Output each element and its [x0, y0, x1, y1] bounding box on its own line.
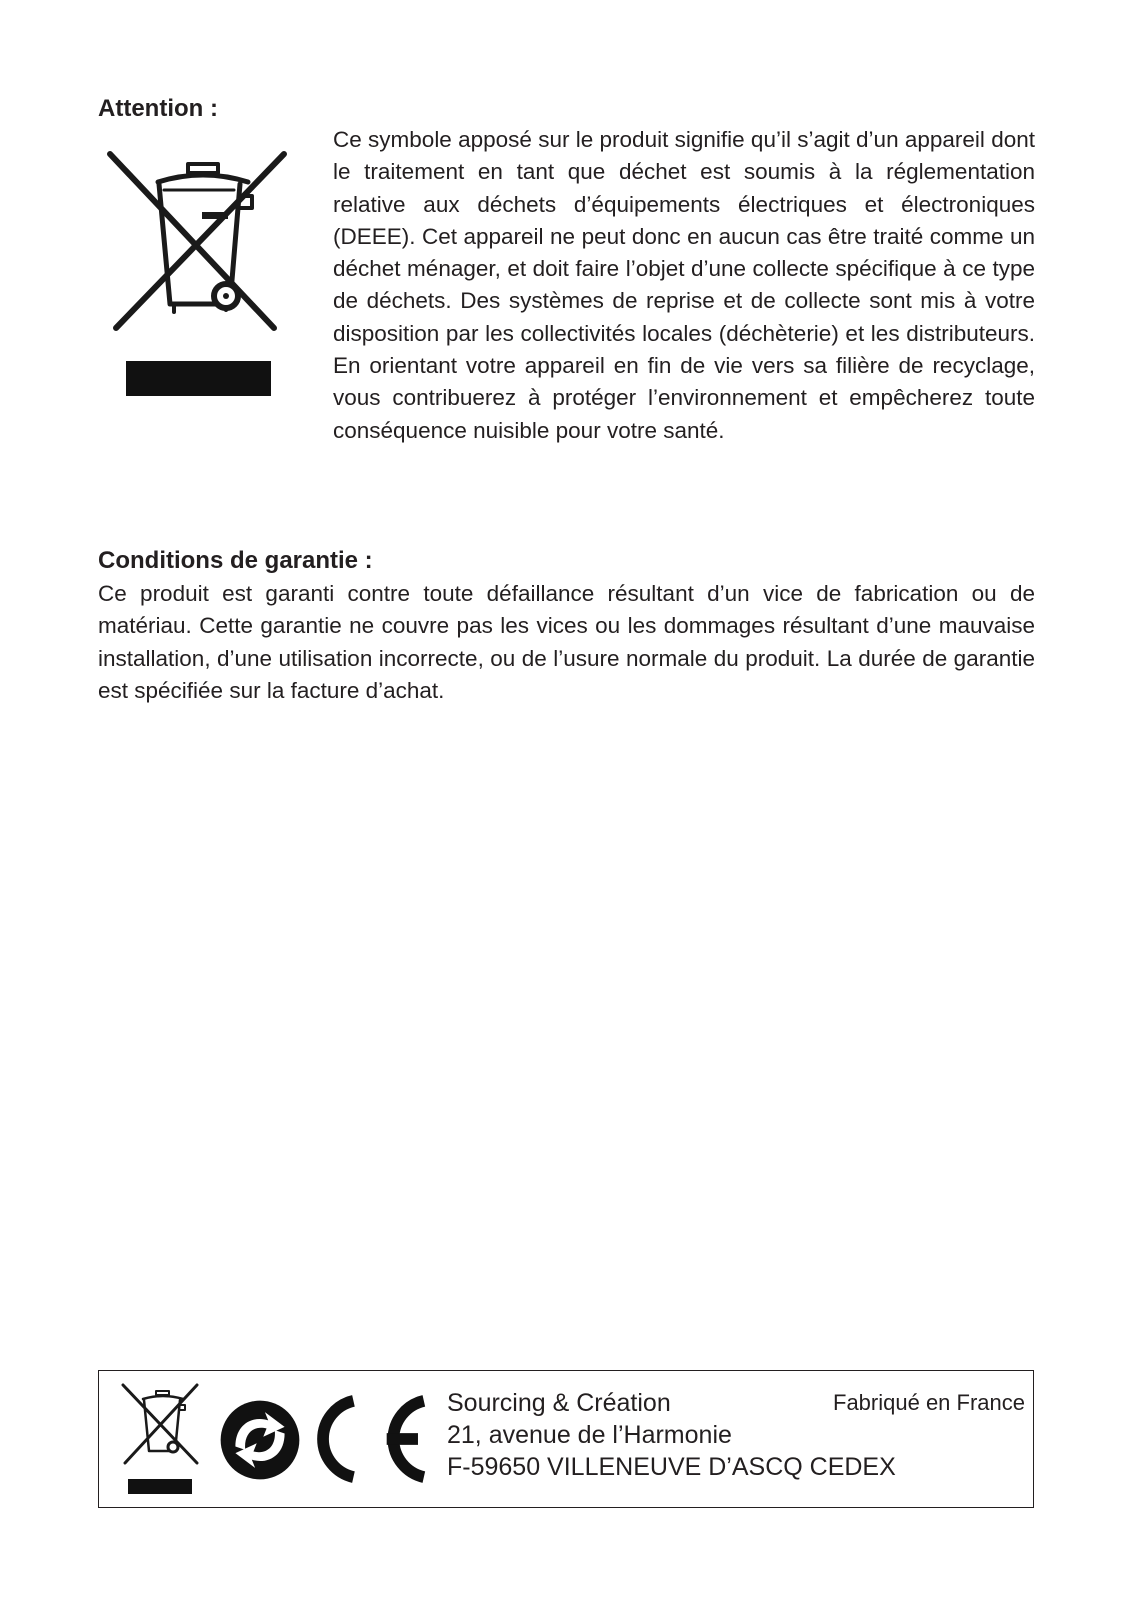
crossed-out-wheelie-bin-icon [102, 146, 292, 418]
made-in-label: Fabriqué en France [833, 1390, 1025, 1415]
ce-mark [314, 1395, 432, 1483]
company-city: F-59650 VILLENEUVE D’ASCQ CEDEX [447, 1453, 896, 1481]
crossed-out-wheelie-bin-icon [121, 1383, 201, 1497]
company-name: Sourcing & Création [447, 1389, 671, 1417]
green-dot-icon [219, 1399, 301, 1481]
company-street: 21, avenue de l’Harmonie [447, 1421, 732, 1449]
warranty-paragraph: Ce produit est garanti contre toute défaillance résultant d’un vice de fabrication ou de matériau. Cette garantie ne couvre pas les vices ou les dommages résultant d’une mauvaise installation, d’une utilisation incorrecte, ou de l’usure normale du produit. La durée de garantie est spécifiée sur la facture d’achat. [98, 581, 1035, 703]
attention-heading: Attention : [98, 95, 218, 122]
warranty-heading: Conditions de garantie : [98, 547, 373, 574]
attention-paragraph: Ce symbole apposé sur le produit signifie qu’il s’agit d’un appareil dont le traitement en tant que déchet est soumis à la réglementation relative aux déchets d’équipements électriques et électroniques (DEEE). Cet appareil ne peut donc en aucun cas être traité comme un déchet ménager, et doit faire l’objet d’une collecte spécifique à ce type de déchets. Des systèmes de reprise et de collecte sont mis à votre disposition par les collectivités locales (déchèterie) et les distributeurs. En orientant votre appareil en fin de vie vers sa filière de recyclage, vous contribuerez à protéger l’environnement et empêcherez toute conséquence nuisible pour votre santé. [333, 127, 1035, 443]
footer-label-box [98, 1370, 1034, 1508]
